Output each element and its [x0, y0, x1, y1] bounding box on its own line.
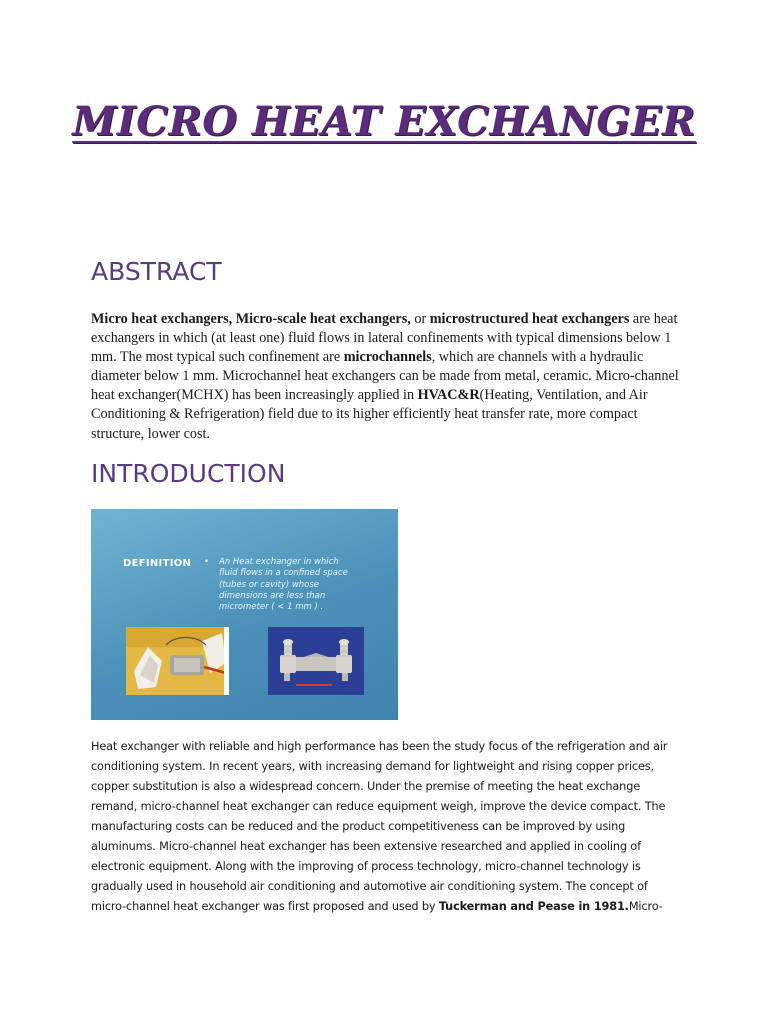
- abstract-heading: ABSTRACT: [91, 257, 222, 286]
- intro-last-line-prefix: micro-channel heat exchanger was first proposed and used by: [91, 900, 439, 913]
- intro-last-line-suffix: Micro-: [628, 900, 663, 913]
- intro-line: electronic equipment. Along with the improving of process technology, micro-channel technology is: [91, 860, 641, 873]
- introduction-paragraph: [91, 737, 691, 917]
- abstract-text-b: , which are channels with a hydraulic diameter below 1 mm. Microchannel heat exchangers can be made from metal, ceramic. Micro-channel heat exchanger(MCHX) has been increasingly applied in: [91, 349, 679, 404]
- slide-bullet: •: [204, 557, 210, 567]
- intro-citation: Tuckerman and Pease in 1981.: [438, 900, 629, 913]
- intro-line: gradually used in household air conditioning and automotive air conditioning system. The concept of: [91, 880, 648, 893]
- intro-line: conditioning system. In recent years, with increasing demand for lightweight and rising copper prices,: [91, 760, 654, 773]
- introduction-heading: INTRODUCTION: [91, 459, 286, 488]
- abstract-term-2: microstructured heat exchangers: [429, 311, 630, 327]
- page-title: MICRO HEAT EXCHANGER: [72, 98, 696, 145]
- abstract-text-a: are heat exchangers in which (at least one) fluid flows in lateral confinements with typical dimensions below 1 mm. The most typical such confinement are: [91, 311, 678, 366]
- intro-line: manufacturing costs can be reduced and the product competitiveness can be improved by using: [91, 820, 626, 833]
- intro-line: remand, micro-channel heat exchanger can reduce equipment weigh, improve the device compact. The: [91, 800, 666, 813]
- abstract-term-3: microchannels: [343, 349, 432, 366]
- intro-line: Heat exchanger with reliable and high performance has been the study focus of the refrigeration and air: [91, 740, 668, 753]
- abstract-term-1: Micro heat exchangers, Micro-scale heat exchangers,: [91, 311, 411, 327]
- abstract-text-or: or: [410, 311, 430, 327]
- abstract-term-4: HVAC&R: [417, 387, 480, 404]
- abstract-paragraph: [91, 310, 687, 444]
- definition-slide-image: [91, 509, 398, 720]
- intro-line: copper substitution is also a widespread concern. Under the premise of meeting the heat exchange: [91, 780, 641, 793]
- intro-last-line: [91, 897, 691, 917]
- heat-exchanger-photo-left: [126, 627, 229, 695]
- slide-definition-label: DEFINITION: [123, 558, 192, 569]
- heat-exchanger-photo-right: [268, 627, 364, 695]
- intro-line: aluminums. Micro-channel heat exchanger has been extensive researched and applied in cooling of: [91, 840, 641, 853]
- slide-definition-text: An Heat exchanger in which fluid flows in a confined space (tubes or cavity) whose dimensions are less than micrometer ( < 1 mm ) .: [219, 557, 348, 613]
- abstract-text-c: (Heating, Ventilation, and Air Conditioning & Refrigeration) field due to its higher efficiently heat transfer rate, more compact structure, lower cost.: [91, 387, 648, 442]
